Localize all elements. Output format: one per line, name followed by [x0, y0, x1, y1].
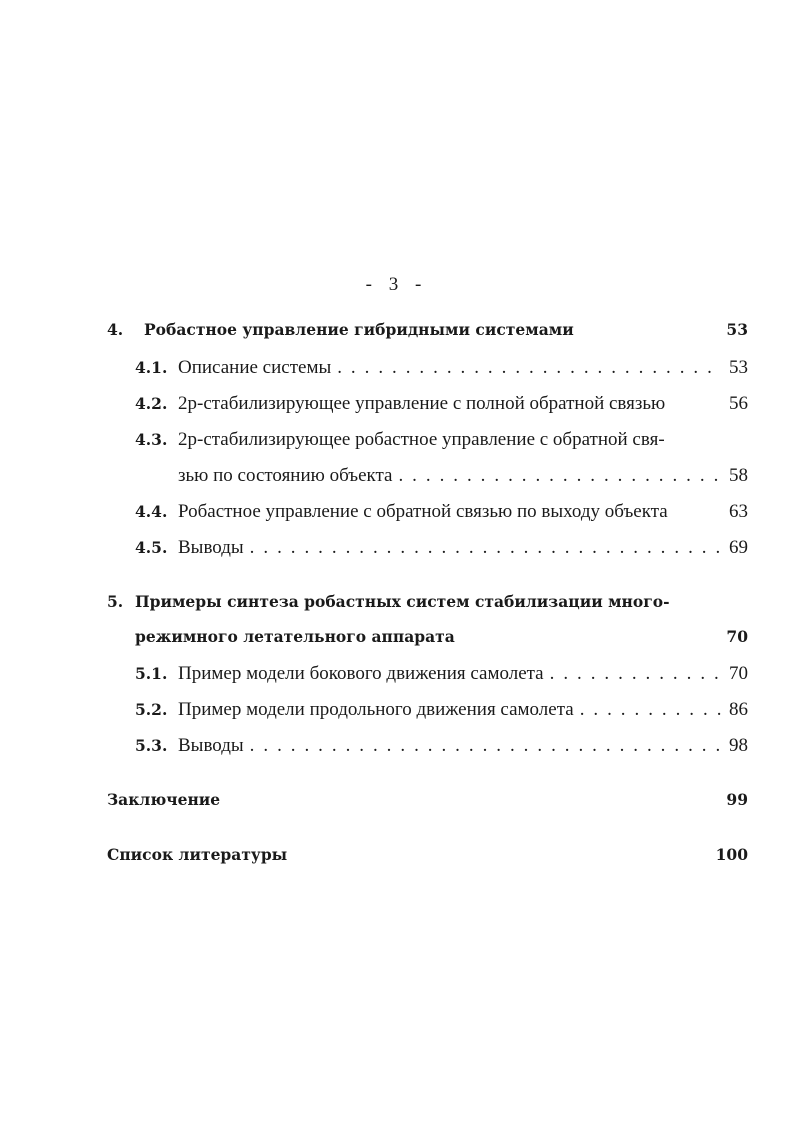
toc-section-5-3	[135, 735, 748, 759]
section-page: 70	[729, 663, 748, 684]
section-page: 86	[729, 699, 748, 720]
references-title: Список литературы	[107, 845, 288, 864]
section-title-cont: зью по состоянию объекта	[178, 465, 393, 486]
section-number: 4.3.	[135, 430, 168, 449]
conclusion-title: Заключение	[107, 790, 221, 809]
section-page: 63	[729, 501, 748, 522]
section-title: Пример модели бокового движения самолета	[178, 663, 544, 684]
section-title: 2p-стабилизирующее робастное управление с обратной свя-	[178, 429, 665, 450]
toc-section-5-2	[135, 699, 748, 723]
chapter-title: Робастное управление гибридными системами	[144, 320, 574, 339]
section-number: 4.4.	[135, 502, 168, 521]
section-page: 69	[729, 537, 748, 558]
chapter-number: 5.	[107, 592, 124, 611]
section-number: 4.5.	[135, 538, 168, 557]
section-title: Описание системы	[178, 357, 332, 378]
toc-chapter-5	[107, 592, 748, 616]
section-number: 5.2.	[135, 700, 168, 719]
toc-conclusion	[107, 790, 748, 814]
dot-leader	[337, 357, 721, 379]
section-page: 56	[729, 393, 748, 414]
section-number: 5.1.	[135, 664, 168, 683]
section-number: 4.1.	[135, 358, 168, 377]
section-title: Пример модели продольного движения самолета	[178, 699, 574, 720]
toc-section-4-3-cont	[178, 465, 748, 489]
toc-chapter-5-cont	[135, 627, 748, 651]
section-number: 4.2.	[135, 394, 168, 413]
section-page: 98	[729, 735, 748, 756]
toc-section-5-1	[135, 663, 748, 687]
section-page: 58	[729, 465, 748, 486]
chapter-page: 70	[726, 627, 748, 646]
dot-leader	[398, 465, 721, 487]
toc-chapter-4	[107, 320, 748, 344]
toc-references	[107, 845, 748, 869]
section-number: 5.3.	[135, 736, 168, 755]
toc-section-4-5	[135, 537, 748, 561]
toc-section-4-2	[135, 393, 748, 417]
references-page: 100	[715, 845, 748, 864]
toc-section-4-3	[135, 429, 748, 453]
section-title: 2p-стабилизирующее управление с полной обратной связью	[178, 393, 666, 414]
chapter-number: 4.	[107, 320, 124, 339]
chapter-title: Примеры синтеза робастных систем стабилизации много-	[135, 592, 670, 611]
toc-section-4-4	[135, 501, 748, 525]
section-title: Выводы	[178, 735, 244, 756]
toc-section-4-1	[135, 357, 748, 381]
page-number: - 3 -	[365, 274, 428, 295]
chapter-title-cont: режимного летательного аппарата	[135, 627, 455, 646]
section-title: Выводы	[178, 537, 244, 558]
dot-leader	[250, 537, 721, 559]
dot-leader	[550, 663, 721, 685]
chapter-page: 53	[726, 320, 748, 339]
section-page: 53	[729, 357, 748, 378]
dot-leader	[580, 699, 721, 721]
conclusion-page: 99	[726, 790, 748, 809]
dot-leader	[250, 735, 721, 757]
section-title: Робастное управление с обратной связью по выходу объекта	[178, 501, 668, 522]
